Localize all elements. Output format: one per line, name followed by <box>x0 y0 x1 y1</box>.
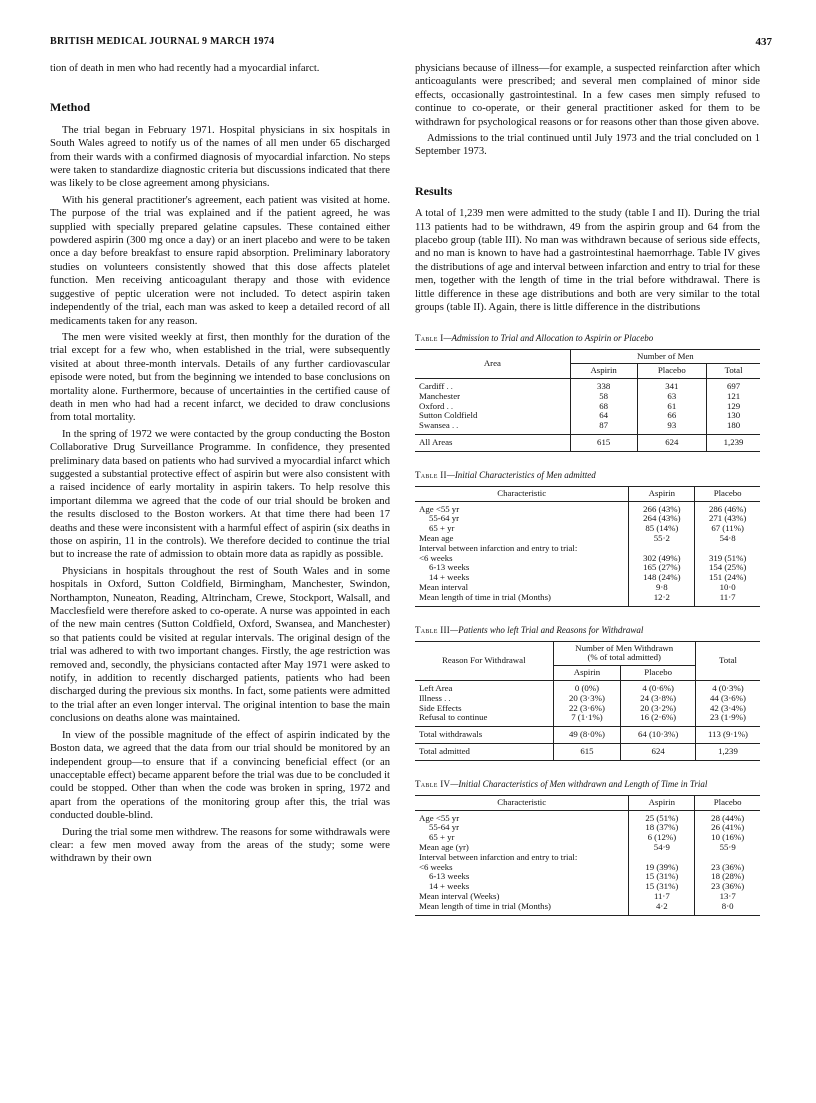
table-1-header-aspirin: Aspirin <box>570 364 637 379</box>
intro-paragraph: tion of death in men who had recently had a myocardial infarct. <box>50 63 320 74</box>
table-1-label: Table I <box>415 332 444 343</box>
table-row: <6 weeks 302 (49%) 319 (51%) <box>415 554 760 564</box>
results-paragraph: A total of 1,239 men were admitted to the study (table I and II). During the trial 113 patients had to be withdrawn, 49 from the aspirin group and 64 from the placebo group (table III). No man was withdrawn because of serious side effects, and no man is known to have had a gastrointestinal haemorrhage. Table IV gives the distributions of age and interval between infarction and entry to trial for these men, together with the length of time in the trial before withdrawal. There is little difference in these age distributions and both are very similar to the total groups (table II). Again, there is little difference in the distributions <box>415 208 760 314</box>
table-row: Swansea .. 87 93 180 <box>415 421 760 434</box>
table-1-caption <box>415 333 760 344</box>
left-column <box>50 62 390 866</box>
running-header <box>50 36 772 50</box>
table-3 <box>415 641 760 761</box>
table-1-header-total: Total <box>707 364 760 379</box>
table-2-title: —Initial Characteristics of Men admitted <box>446 469 596 480</box>
table-row: Left Area 0 (0%) 4 (0·6%) 4 (0·3%) <box>415 681 760 694</box>
table-3-label: Table III <box>415 624 451 635</box>
method-paragraph-3: The men were visited weekly at first, then monthly for the duration of the trial except for a few who, when established in the trial, were subsequently visited at about three-month intervals. Details of any further cardiovascular episode were noted, but from the beginning we intended to base conclusions on mortality alone. Furthermore, because of uncertainties in the certified cause of death in men who had had a recent infarct, we decided to draw conclusions from total mortality. <box>50 331 390 424</box>
table-row: Sutton Coldfield 64 66 130 <box>415 411 760 421</box>
table-row: Side Effects 22 (3·6%) 20 (3·2%) 42 (3·4%) <box>415 704 760 714</box>
method-paragraph-5: Physicians in hospitals throughout the rest of South Wales and in some hospitals in Oxford, Sutton Coldfield, Birmingham, Manchester, Swindon, Northampton, Nuneaton, Reading, Altrincham, Crewe, Stockport, Walsall, and Macclesfield were therefore asked to co-operate. A nurse was appointed in each of the new main centres (Sutton Coldfield, Oxford, Swansea, and Manchester) so that patients could be visited at regular intervals. The original design of the trial was adhered to with two important changes. Firstly, the age restriction was removed and, secondly, the physicians contacted after May 1971 were asked to notify, in addition to recently discharged patients, patients who had been discharged during the previous six months. In fact, some patients were admitted to the trial after an even longer interval. The original intention to base the main conclusions on deaths alone was maintained. <box>50 565 390 725</box>
method-paragraph-1: The trial began in February 1971. Hospital physicians in six hospitals in South Wales agreed to notify us of the names of all men under 65 discharged from their wards with a confirmed diagnosis of myocardial infarction. No steps were taken to standardize diagnostic criteria but discussions indicated that there was likely to be close agreement among physicians. <box>50 124 390 190</box>
table-row-total-withdrawals: Total withdrawals 49 (8·0%) 64 (10·3%) 113 (9·1%) <box>415 727 760 744</box>
table-2 <box>415 486 760 607</box>
table-row: Mean age 55·2 54·8 <box>415 534 760 544</box>
table-1-header-placebo: Placebo <box>637 364 707 379</box>
table-row: Oxford .. 68 61 129 <box>415 402 760 412</box>
table-row: Age <55 yr 266 (43%) 286 (46%) <box>415 501 760 514</box>
table-row: Interval between infarction and entry to trial: <box>415 544 760 554</box>
table-4-header-characteristic: Characteristic <box>497 796 547 807</box>
admissions-paragraph: Admissions to the trial continued until July 1973 and the trial concluded on 1 September 1973. <box>415 133 760 158</box>
table-row: 55-64 yr 18 (37%) 26 (41%) <box>415 823 760 833</box>
journal-title: BRITISH MEDICAL JOURNAL 9 MARCH 1974 <box>50 36 275 47</box>
table-row: Cardiff .. 338 341 697 <box>415 379 760 392</box>
method-paragraph-7: During the trial some men withdrew. The reasons for some withdrawals were clear: a few men moved away from the areas of the study; some were withdrawn by their own <box>50 826 390 865</box>
method-paragraph-6: In view of the possible magnitude of the effect of aspirin indicated by the Boston data, we agreed that the data from our trial should be monitored by an independent group—to ensure that if a convincing beneficial effect (or an unacceptable effect) became apparent before the trial was due to be concluded it could be stopped. Other than when the code was broken in spring, 1972 and apart from the operations of the monitoring group after this, the trial was conducted double-blind. <box>50 729 390 822</box>
table-row: 55-64 yr 264 (43%) 271 (43%) <box>415 514 760 524</box>
table-row: 6-13 weeks 165 (27%) 154 (25%) <box>415 563 760 573</box>
continuation-paragraph: physicians because of illness—for example, a suspected reinfarction after which anticoagulants were prescribed; and several men complained of minor side effects, occasionally gastrointestinal. In a few cases men simply refused to continue to co-operate, or their general practitioner asked for them to be withdrawn for psychological reasons or for reasons other than those given above. <box>415 63 760 128</box>
table-row: 65 + yr 6 (12%) 10 (16%) <box>415 833 760 843</box>
table-2-header-characteristic: Characteristic <box>497 487 547 498</box>
table-3-header-group: Number of Men Withdrawn (% of total admitted) <box>553 641 695 666</box>
right-column <box>415 62 760 916</box>
table-1-title: —Admission to Trial and Allocation to Aspirin or Placebo <box>443 332 654 343</box>
table-row: 6-13 weeks 15 (31%) 18 (28%) <box>415 872 760 882</box>
table-row: Mean age (yr) 54·9 55·9 <box>415 843 760 853</box>
table-2-header-aspirin: Aspirin <box>629 486 695 501</box>
table-1-header-area: Area <box>415 349 570 379</box>
table-1 <box>415 349 760 452</box>
table-4-label: Table IV <box>415 778 451 789</box>
method-paragraph-4: In the spring of 1972 we were contacted by the group conducting the Boston Collaborative Drug Surveillance Programme. In confidence, they presented preliminary data based on patients who had survived a myocardial infarct which suggested a substantial protective effect of aspirin but were also consistent with a raised incidence of early mortality in aspirin takers. To help resolve this important dilemma we agreed that the code of our trial should be broken and the results disclosed to the Boston workers. At that time there had been 17 deaths and these were inconsistent with a harmful effect of aspirin (six deaths in those on aspirin, 11 in the controls). We therefore decided to continue the trial but to increase the rate of admission to obtain more data as rapidly as possible. <box>50 428 390 561</box>
page-number: 437 <box>755 36 772 48</box>
table-row: 14 + weeks 148 (24%) 151 (24%) <box>415 573 760 583</box>
table-4-title: —Initial Characteristics of Men withdrawn and Length of Time in Trial <box>450 778 708 789</box>
results-heading: Results <box>415 183 453 198</box>
table-4-header-aspirin: Aspirin <box>629 795 695 810</box>
table-2-label: Table II <box>415 469 447 480</box>
table-row: 14 + weeks 15 (31%) 23 (36%) <box>415 882 760 892</box>
table-row: <6 weeks 19 (39%) 23 (36%) <box>415 863 760 873</box>
table-row: Mean length of time in trial (Months) 4·2 8·0 <box>415 902 760 915</box>
table-3-title: —Patients who left Trial and Reasons for Withdrawal <box>450 624 644 635</box>
table-row: 65 + yr 85 (14%) 67 (11%) <box>415 524 760 534</box>
method-paragraph-2: With his general practitioner's agreement, each patient was visited at home. The purpose of the trial was explained and if the patient agreed, he was supplied with specially prepared gelatine capsules. These contained either powdered aspirin (300 mg once a day) or an inert placebo and were to be taken once a day before breakfast to ensure rapid absorption. Preliminary laboratory studies on volunteers consistently showed that this dose affects platelet function. Men receiving anticoagulant therapy and those with evidence suggestive of peptic ulceration were not included. To detect aspirin taken independently of the trial, each man was asked to keep a detailed record of all medicaments taken for any reason. <box>50 194 390 327</box>
table-2-header-placebo: Placebo <box>695 486 760 501</box>
table-4-caption <box>415 779 760 790</box>
table-row: Mean length of time in trial (Months) 12·2 11·7 <box>415 593 760 606</box>
table-row-total-admitted: Total admitted 615 624 1,239 <box>415 744 760 761</box>
table-row: Interval between infarction and entry to trial: <box>415 853 760 863</box>
table-row: Illness .. 20 (3·3%) 24 (3·8%) 44 (3·6%) <box>415 694 760 704</box>
table-2-caption <box>415 470 760 481</box>
table-3-header-aspirin: Aspirin <box>553 666 621 681</box>
table-row: Age <55 yr 25 (51%) 28 (44%) <box>415 810 760 823</box>
table-3-header-total: Total <box>695 641 760 680</box>
table-row: Mean interval (Weeks) 11·7 13·7 <box>415 892 760 902</box>
table-row: Manchester 58 63 121 <box>415 392 760 402</box>
method-heading: Method <box>50 100 90 115</box>
table-3-header-placebo: Placebo <box>621 666 696 681</box>
table-3-header-reason: Reason For Withdrawal <box>415 641 553 680</box>
table-row-total: All Areas 615 624 1,239 <box>415 435 760 452</box>
table-4-header-placebo: Placebo <box>695 795 760 810</box>
table-4 <box>415 795 760 916</box>
table-row: Refusal to continue 7 (1·1%) 16 (2·6%) 23 (1·9%) <box>415 713 760 726</box>
table-row: Mean interval 9·8 10·0 <box>415 583 760 593</box>
table-3-caption <box>415 625 760 636</box>
table-1-header-group: Number of Men <box>570 349 760 364</box>
